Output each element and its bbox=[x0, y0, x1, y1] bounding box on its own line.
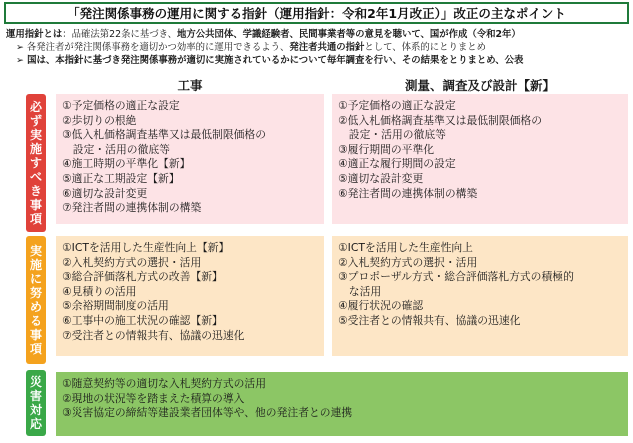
page-title: 「発注関係事務の運用に関する指針（運用指針：令和2年1月改正）」改正の主なポイント bbox=[4, 2, 629, 24]
section-label-char: め bbox=[29, 300, 42, 314]
section-label-char: に bbox=[29, 272, 42, 286]
intro-term: 運用指針とは bbox=[6, 29, 63, 40]
section-label-char: 必 bbox=[29, 100, 42, 114]
section-label-char: 事 bbox=[29, 328, 42, 342]
list-item: ①予定価格の適正な設定 bbox=[62, 99, 180, 112]
intro-line-3: ➢ 国は、本指針に基づき発注関係事務が適切に実施されているかについて毎年調査を行い、その結果をとりまとめ、公表 bbox=[16, 55, 524, 66]
intro-text-2b: 発注者共通の指針 bbox=[289, 42, 365, 53]
section-label-char: す bbox=[29, 156, 42, 170]
section-label-char: 施 bbox=[29, 258, 42, 272]
disaster-box bbox=[56, 372, 628, 436]
list-item: ⑥発注者間の連携体制の構築 bbox=[338, 186, 478, 200]
list-item: ③災害協定の締結等建設業者団体等や、他の発注者との連携 bbox=[62, 406, 353, 420]
intro-line-1 bbox=[6, 28, 628, 41]
must-survey-box bbox=[332, 94, 628, 224]
section-label-char: ず bbox=[29, 114, 42, 128]
section-label-char: き bbox=[29, 184, 42, 198]
list-item: ⑦受注者との情報共有、協議の迅速化 bbox=[62, 328, 245, 342]
effort-survey-box bbox=[332, 236, 628, 356]
list-item: ①ICTを活用した生産性向上【新】 bbox=[62, 241, 230, 254]
intro-text-2: ➢ 各発注者が発注関係事務を適切かつ効率的に運用できるよう、 bbox=[16, 42, 290, 53]
list-item: ④施工時期の平準化【新】 bbox=[62, 157, 191, 171]
list-item: ②低入札価格調査基準又は最低制限価格の bbox=[338, 113, 543, 127]
effort-construction-box bbox=[56, 236, 324, 356]
list-item: な活用 bbox=[338, 284, 382, 298]
list-item: 設定・活用の徹底等 bbox=[62, 142, 170, 156]
list-item: ①予定価格の適正な設定 bbox=[338, 99, 456, 112]
list-item: ②入札契約方式の選択・活用 bbox=[62, 255, 202, 269]
list-item: ③総合評価落札方式の改善【新】 bbox=[62, 270, 223, 284]
list-item: ①ICTを活用した生産性向上 bbox=[338, 241, 473, 254]
section-label-must bbox=[26, 94, 46, 232]
list-item: ④見積りの活用 bbox=[62, 284, 137, 298]
list-item: ③プロポーザル方式・総合評価落札方式の積極的 bbox=[338, 270, 574, 284]
list-item: ⑤余裕期間制度の活用 bbox=[62, 299, 169, 313]
section-label-char: 項 bbox=[29, 342, 42, 356]
list-item: ①随意契約等の適切な入札契約方式の活用 bbox=[62, 377, 267, 390]
list-item: ④適正な履行期間の設定 bbox=[338, 157, 456, 171]
section-label-char: る bbox=[29, 314, 42, 328]
section-label-char: 施 bbox=[29, 142, 42, 156]
list-item: ②歩切りの根絶 bbox=[62, 113, 137, 127]
section-label-char: 災 bbox=[29, 375, 42, 389]
list-item: ④履行状況の確認 bbox=[338, 299, 424, 313]
section-label-char: 実 bbox=[29, 244, 42, 258]
section-label-char: 事 bbox=[29, 198, 42, 212]
list-item: ②入札契約方式の選択・活用 bbox=[338, 255, 478, 269]
section-label-char: 努 bbox=[29, 286, 42, 300]
list-item: ②現地の状況等を踏まえた積算の導入 bbox=[62, 391, 245, 405]
column-header-construction: 工事 bbox=[177, 78, 203, 93]
list-item: ⑥工事中の施工状況の確認【新】 bbox=[62, 313, 223, 327]
section-label-char: 対 bbox=[29, 403, 42, 417]
intro-text-2c: として、体系的にとりまとめ bbox=[364, 42, 487, 53]
list-item: ⑤受注者との情報共有、協議の迅速化 bbox=[338, 313, 521, 327]
list-item: ③低入札価格調査基準又は最低制限価格の bbox=[62, 128, 267, 142]
section-label-char: 実 bbox=[29, 128, 42, 142]
intro-text-1: ：品確法第22条に基づき、 bbox=[62, 29, 177, 40]
column-header-survey: 測量、調査及び設計【新】 bbox=[404, 78, 555, 93]
list-item: 設定・活用の徹底等 bbox=[338, 128, 446, 142]
list-item: ⑤適切な設計変更 bbox=[338, 171, 424, 185]
intro-line-2 bbox=[6, 41, 628, 54]
intro-text-1b: 地方公共団体、学識経験者、民間事業者等の意見を聴いて、国が作成（令和2年） bbox=[176, 29, 521, 40]
section-label-char: 応 bbox=[29, 417, 42, 431]
must-construction-box bbox=[56, 94, 324, 224]
section-label-effort bbox=[26, 236, 46, 364]
section-label-char: 害 bbox=[29, 389, 42, 403]
section-label-char: べ bbox=[29, 170, 42, 184]
section-label-disaster bbox=[26, 370, 46, 436]
list-item: ⑦発注者間の連携体制の構築 bbox=[62, 201, 202, 215]
section-label-char: 項 bbox=[29, 212, 42, 226]
intro-block bbox=[6, 28, 628, 67]
list-item: ⑤適正な工期設定【新】 bbox=[62, 171, 180, 185]
list-item: ⑥適切な設計変更 bbox=[62, 186, 148, 200]
list-item: ③履行期間の平準化 bbox=[338, 142, 435, 156]
